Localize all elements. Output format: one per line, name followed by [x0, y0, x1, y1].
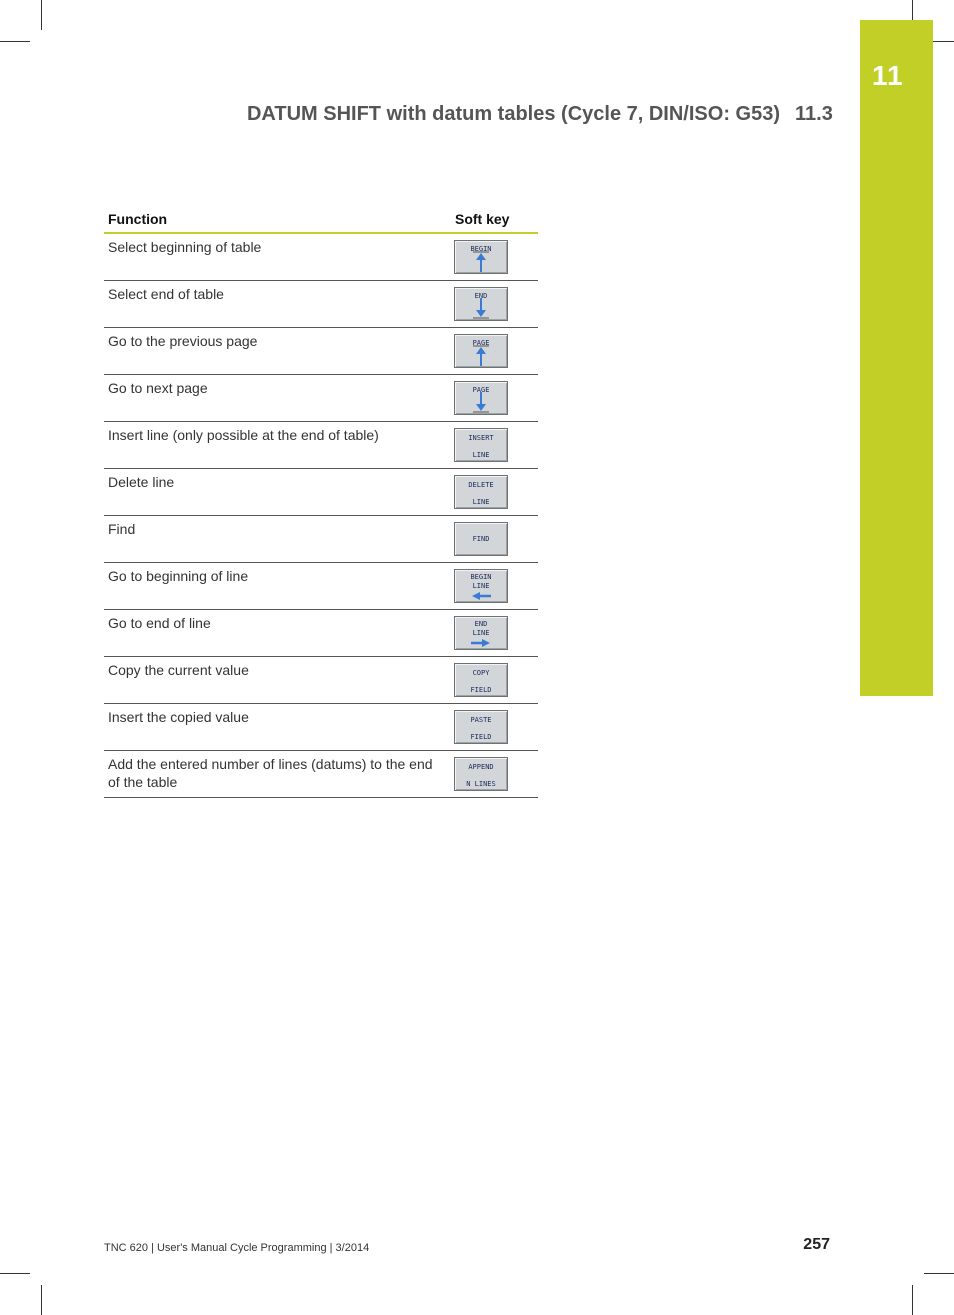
function-description: Copy the current value — [108, 662, 249, 678]
table-header — [104, 210, 538, 234]
table-row — [104, 563, 538, 610]
function-description: Delete line — [108, 474, 175, 490]
crop-mark — [912, 0, 913, 20]
softkey-label-line1: PASTE — [470, 716, 492, 724]
softkey-label-line2: FIELD — [470, 733, 492, 741]
table-row — [104, 234, 538, 281]
table-row — [104, 610, 538, 657]
function-description: Find — [108, 521, 136, 537]
softkey-label-line1: BEGIN — [470, 573, 492, 581]
function-description: Select beginning of table — [108, 239, 262, 255]
softkey-label-line2: LINE — [472, 629, 490, 637]
table-row — [104, 281, 538, 328]
softkey-button[interactable] — [454, 710, 508, 744]
softkey-label-line1: APPEND — [468, 763, 494, 771]
table-row — [104, 375, 538, 422]
softkey-button[interactable] — [454, 287, 508, 321]
softkey-label-line2: LINE — [472, 498, 490, 506]
crop-mark — [0, 41, 30, 42]
page-title: DATUM SHIFT with datum tables (Cycle 7, DIN/ISO: G53) — [246, 103, 780, 125]
chapter-tab — [860, 20, 933, 696]
softkey-label-line1: PAGE — [472, 339, 490, 347]
softkey-button[interactable] — [454, 240, 508, 274]
softkey-button[interactable] — [454, 663, 508, 697]
softkey-button[interactable] — [454, 757, 508, 791]
function-description: Go to next page — [108, 380, 208, 396]
softkey-label-line1: COPY — [472, 669, 490, 677]
function-description: Go to end of line — [108, 615, 211, 631]
table-row — [104, 751, 538, 798]
function-description: Add the entered number of lines (datums) to the end of the table — [108, 756, 433, 790]
function-description: Insert the copied value — [108, 709, 249, 725]
crop-mark — [912, 1285, 913, 1315]
table-row — [104, 516, 538, 563]
softkey-button[interactable] — [454, 428, 508, 462]
column-header-function: Function — [108, 211, 168, 227]
softkey-label-line1: END — [474, 292, 488, 300]
softkey-label-line1: FIND — [472, 535, 490, 543]
softkey-button[interactable] — [454, 522, 508, 556]
softkey-label-line1: END — [474, 620, 488, 628]
softkey-label-line2: N LINES — [466, 780, 496, 788]
function-description: Go to the previous page — [108, 333, 258, 349]
table-body — [104, 234, 538, 798]
softkey-button[interactable] — [454, 381, 508, 415]
softkey-label-line1: INSERT — [468, 434, 494, 442]
crop-mark — [924, 1273, 954, 1274]
table-row — [104, 422, 538, 469]
crop-mark — [41, 1285, 42, 1315]
function-description: Go to beginning of line — [108, 568, 249, 584]
softkey-label-line2: LINE — [472, 451, 490, 459]
table-row — [104, 657, 538, 704]
softkey-label-line1: PAGE — [472, 386, 490, 394]
footer-text: TNC 620 | User's Manual Cycle Programming | 3/2014 — [104, 1242, 370, 1254]
crop-mark — [0, 1273, 30, 1274]
function-description: Select end of table — [108, 286, 224, 302]
softkey-table — [104, 210, 538, 798]
table-row — [104, 469, 538, 516]
column-header-softkey: Soft key — [455, 211, 510, 227]
softkey-label-line2: LINE — [472, 582, 490, 590]
table-row — [104, 328, 538, 375]
table-row — [104, 704, 538, 751]
softkey-button[interactable] — [454, 475, 508, 509]
softkey-button[interactable] — [454, 616, 508, 650]
section-number: 11.3 — [795, 103, 833, 125]
softkey-label-line2: FIELD — [470, 686, 492, 694]
chapter-number: 11 — [872, 60, 904, 91]
softkey-label-line1: DELETE — [468, 481, 494, 489]
softkey-button[interactable] — [454, 569, 508, 603]
crop-mark — [41, 0, 42, 30]
softkey-label-line1: BEGIN — [470, 245, 492, 253]
page-number: 257 — [803, 1236, 830, 1253]
function-description: Insert line (only possible at the end of table) — [108, 427, 379, 443]
crop-mark — [933, 41, 954, 42]
softkey-button[interactable] — [454, 334, 508, 368]
